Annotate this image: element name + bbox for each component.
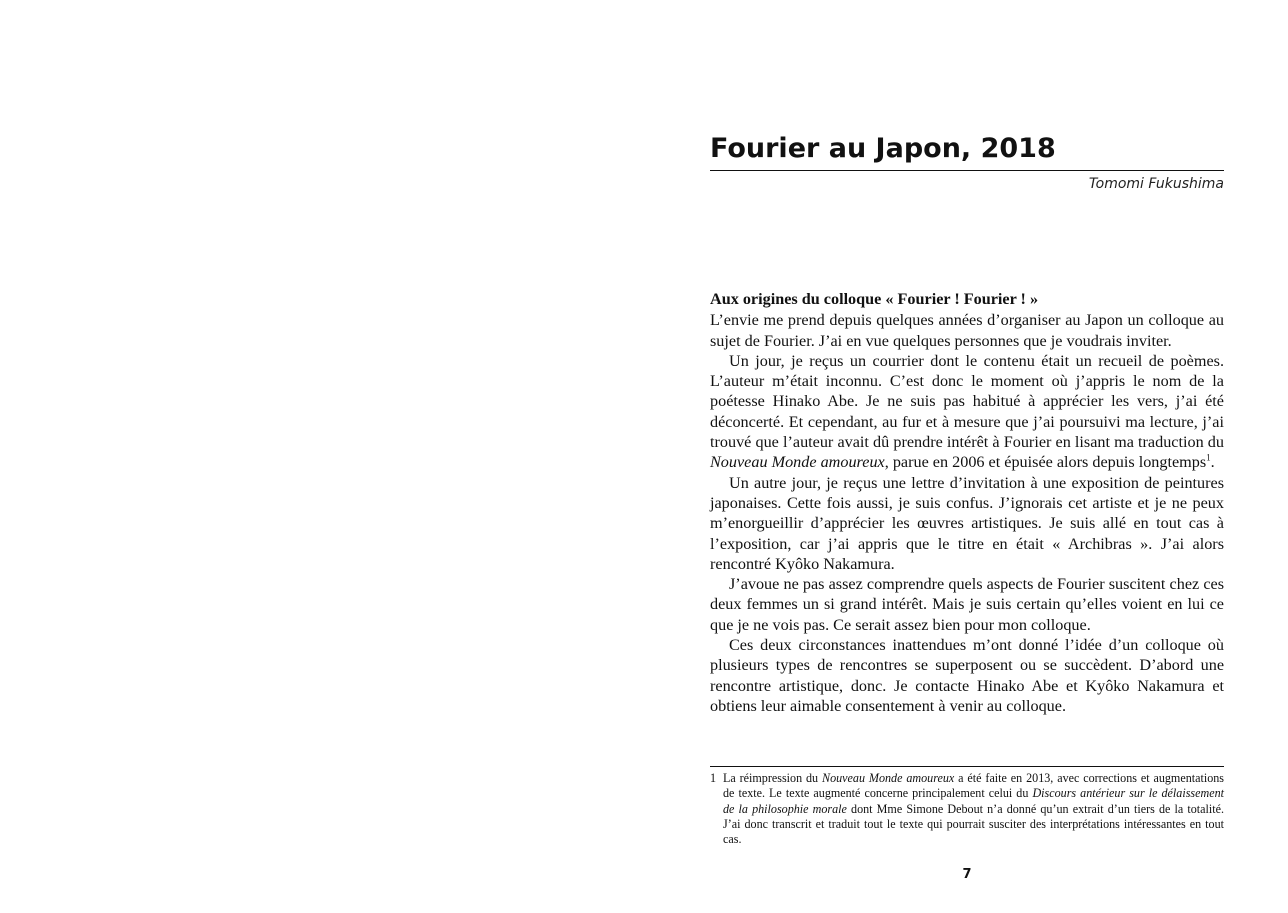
book-title-italic: Nouveau Monde amoureux xyxy=(710,453,885,472)
footnote-italic: Nouveau Monde amoureux xyxy=(822,771,955,785)
paragraph: Ces deux circonstances inattendues m’ont donné l’idée d’un colloque où plusieurs types de rencontres se superposent ou se succèdent. D’abord une rencontre artistique, donc. Je contacte Hinako Abe et Kyôko Nakamura et obtiens leur aimable consentement à venir au colloque. xyxy=(710,636,1224,715)
right-page xyxy=(644,0,1288,913)
footnote-text-part: dont Mme Simone Debout n’a donné qu’un extrait d’un tiers de la totalité. J’ai donc transcrit et traduit tout le texte qui pourrait susciter des interprétations intéressantes en tout cas. xyxy=(723,801,1224,847)
section-heading: Aux origines du colloque « Fourier ! Fourier ! » xyxy=(710,290,1039,308)
footnote-rule xyxy=(710,766,1224,767)
paragraph-text: Un jour, je reçus un courrier dont le contenu était un recueil de poèmes. L’auteur m’était inconnu. C’est donc le moment où j’appris le nom de la poétesse Hinako Abe. Je ne suis pas habitué à apprécier les vers, j’ai été déconcerté. Et cependant, au fur et à mesure que j’ai poursuivi ma lecture, j’ai trouvé que l’auteur avait dû prendre intérêt à Fourier en lisant ma traduction du xyxy=(710,351,1224,452)
title-rule xyxy=(710,170,1224,171)
footnote-reference[interactable]: 1 xyxy=(1206,452,1211,463)
article-author: Tomomi Fukushima xyxy=(1088,176,1224,192)
footnote-text-part: La réimpression du xyxy=(723,771,822,785)
paragraph: L’envie me prend depuis quelques années d’organiser au Japon un colloque au sujet de Fourier. J’ai en vue quelques personnes que je voudrais inviter. xyxy=(710,311,1224,350)
article-title: Fourier au Japon, 2018 xyxy=(710,133,1056,164)
paragraph: J’avoue ne pas assez comprendre quels aspects de Fourier suscitent chez ces deux femmes un si grand intérêt. Mais je suis certain qu’elles voient en lui ce que je ne vois pas. Ce serait assez bien pour mon colloque. xyxy=(710,575,1224,634)
footnote-number: 1 xyxy=(710,771,717,785)
paragraph-text: , parue en 2006 et épuisée alors depuis longtemps xyxy=(884,453,1207,472)
footnote-text xyxy=(723,771,1224,847)
page-number: 7 xyxy=(962,867,972,882)
footnote-italic: Discours antérieur sur le délaissement de la philosophie morale xyxy=(723,786,1224,816)
paragraph xyxy=(710,351,1224,473)
paragraph: Un autre jour, je reçus une lettre d’invitation à une exposition de peintures japonaises. Cette fois aussi, je suis confus. J’ignorais cet artiste et je ne peux m’enorgueillir d’apprécier les œuvres artistiques. Je suis allé en tout cas à l’exposition, car j’ai appris que le titre en était « Archibras ». J’ai alors rencontré Kyôko Nakamura. xyxy=(710,473,1224,573)
article-body xyxy=(710,289,1224,716)
footnote-text-part: a été faite en 2013, avec corrections et augmentations de texte. Le texte augmenté concerne principalement celui du xyxy=(723,771,1225,801)
paragraph-text: . xyxy=(1210,453,1215,472)
footnote xyxy=(710,771,1224,847)
